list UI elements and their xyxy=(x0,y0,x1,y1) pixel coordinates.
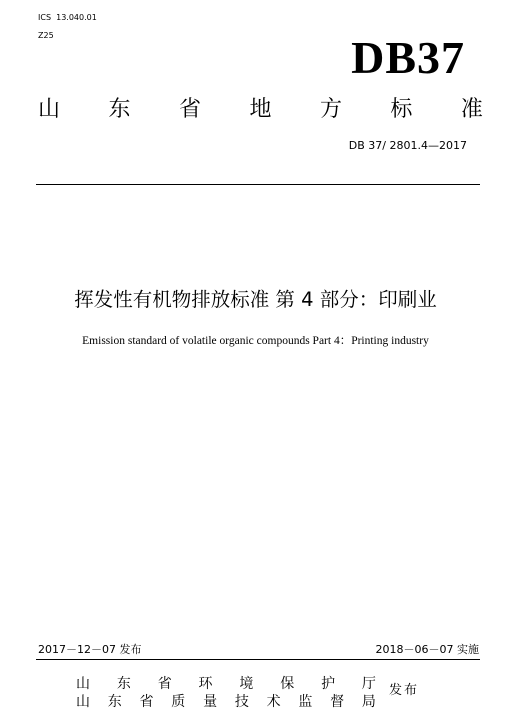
standard-type-char: 准 xyxy=(460,97,483,122)
issue-date: 2017－12－07 发布 xyxy=(38,643,142,656)
issuer-char: 质 xyxy=(171,694,186,710)
issuer-char: 督 xyxy=(330,694,345,710)
header-divider xyxy=(36,184,480,185)
document-title-zh: 挥发性有机物排放标准 第 4 部分：印刷业 xyxy=(74,288,437,311)
issuer-char: 局 xyxy=(361,694,376,710)
document-title-en: Emission standard of volatile organic compounds Part 4：Printing industry xyxy=(82,335,429,347)
standard-type-char: 山 xyxy=(38,97,61,122)
issuer-char: 技 xyxy=(234,694,249,710)
standard-type-char: 标 xyxy=(390,97,413,122)
issuer-char: 省 xyxy=(139,694,154,710)
standard-type-char: 方 xyxy=(319,97,342,122)
issuer-char: 量 xyxy=(203,694,218,710)
ccs-code: Z25 xyxy=(38,31,54,40)
issuer-char: 监 xyxy=(298,694,313,710)
issuer-char: 东 xyxy=(107,694,122,710)
issuer-char: 山 xyxy=(76,676,90,692)
issuer-quality-bureau xyxy=(76,693,376,711)
standard-type-char: 地 xyxy=(249,97,272,122)
standard-code-logo: DB37 xyxy=(351,32,465,83)
ics-code: ICS 13.040.01 xyxy=(38,13,97,22)
issuer-char: 省 xyxy=(157,676,172,692)
issuer-char: 境 xyxy=(239,676,254,692)
implement-date: 2018－06－07 实施 xyxy=(375,643,479,656)
standard-type-char: 东 xyxy=(108,97,131,122)
issuer-char: 术 xyxy=(266,694,281,710)
issuer-char: 保 xyxy=(280,676,295,692)
standard-type-title xyxy=(38,96,483,124)
standard-number: DB 37/ 2801.4—2017 xyxy=(348,139,467,152)
footer-divider xyxy=(36,659,480,660)
standard-type-char: 省 xyxy=(178,97,201,122)
issuer-char: 山 xyxy=(76,694,90,710)
issuer-environment-dept xyxy=(76,675,376,693)
issuer-char: 厅 xyxy=(361,676,376,692)
issue-word: 发布 xyxy=(389,683,420,698)
issuer-char: 环 xyxy=(198,676,213,692)
issuer-char: 东 xyxy=(116,676,131,692)
issuer-char: 护 xyxy=(321,676,336,692)
